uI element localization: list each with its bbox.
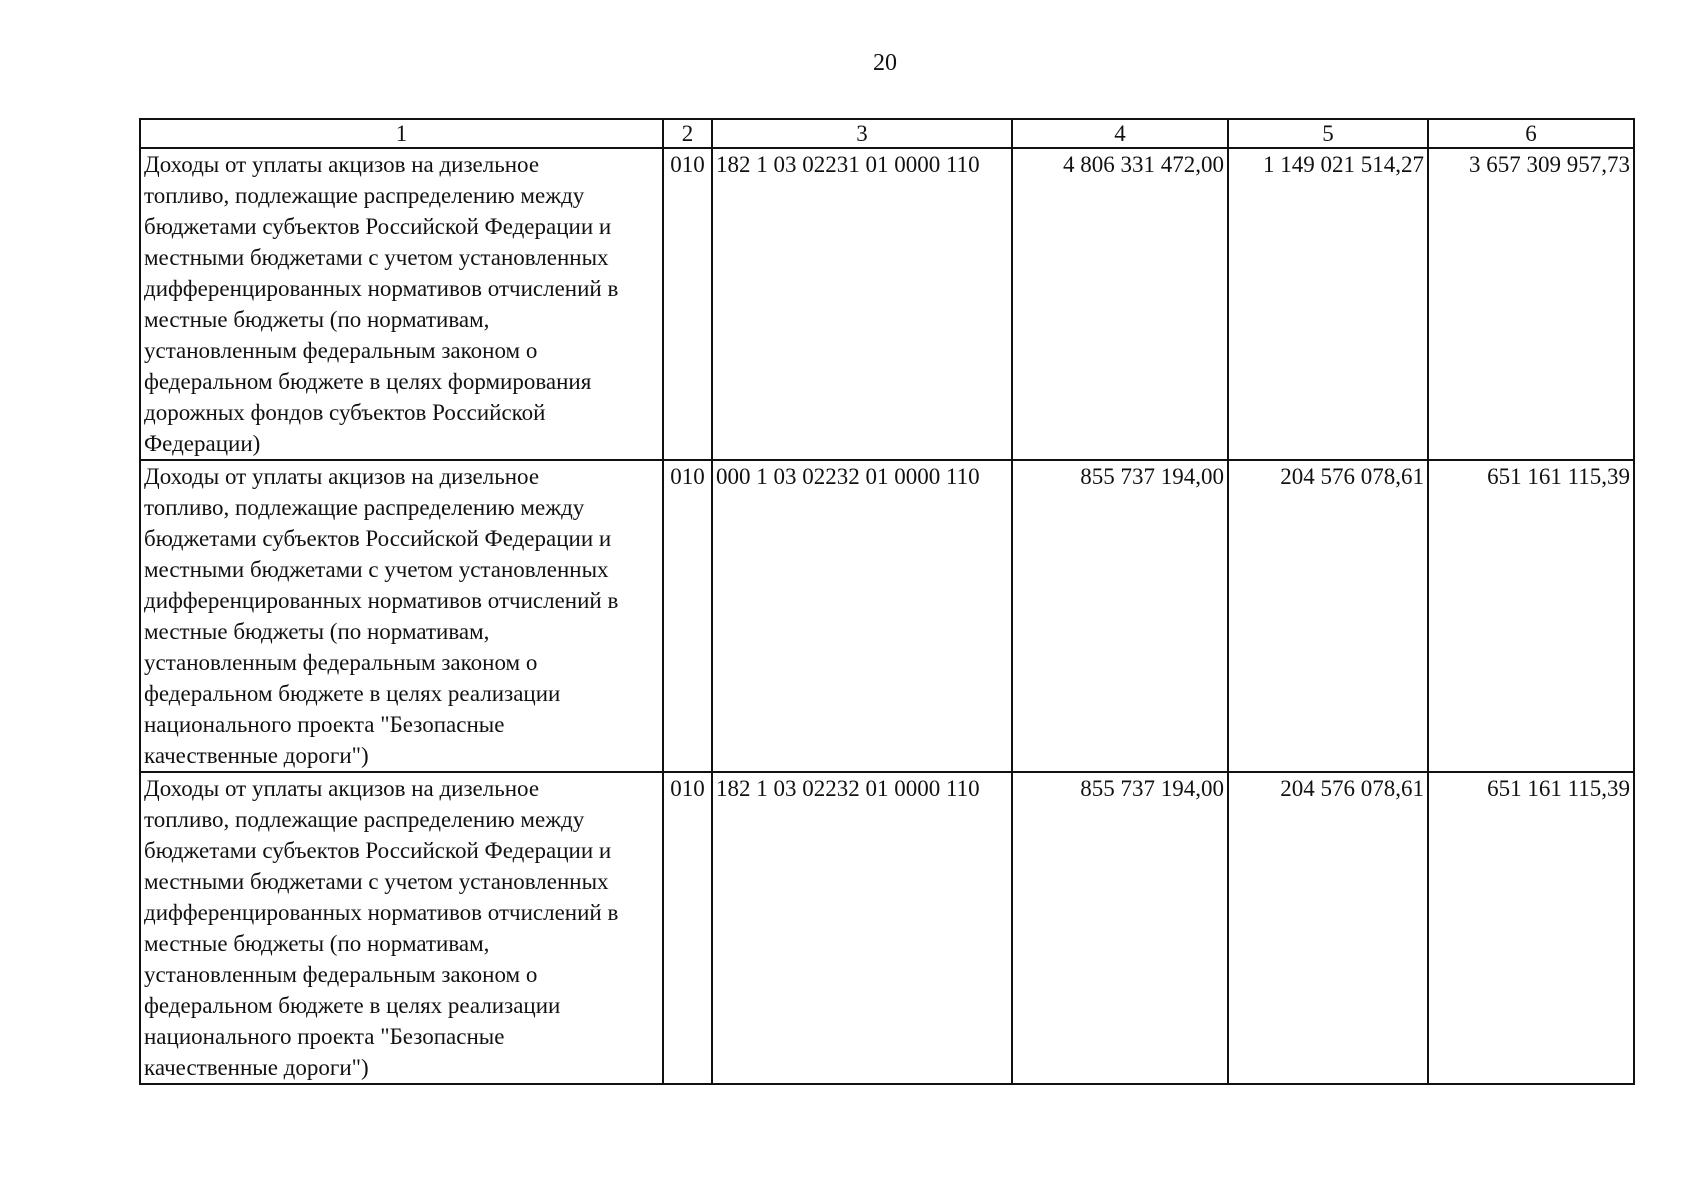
income-name-cell: Доходы от уплаты акцизов на дизельное топливо, подлежащие распределению между бюджетами субъектов Российской Федерации и местными бюджетами с учетом установленных дифференцированных нормативов отчислений в местные бюджеты (по нормативам, установленным федеральным законом о федеральном бюджете в целях формирования дорожных фондов субъектов Российской Федерации)	[140, 148, 663, 460]
amount-col4-cell: 855 737 194,00	[1012, 772, 1228, 1084]
income-name-cell: Доходы от уплаты акцизов на дизельное топливо, подлежащие распределению между бюджетами субъектов Российской Федерации и местными бюджетами с учетом установленных дифференцированных нормативов отчислений в местные бюджеты (по нормативам, установленным федеральным законом о федеральном бюджете в целях реализации национального проекта "Безопасные качественные дороги")	[140, 460, 663, 772]
budget-table	[139, 118, 1635, 1085]
income-code-cell: 000 1 03 02232 01 0000 110	[712, 460, 1012, 772]
amount-col4-cell: 855 737 194,00	[1012, 460, 1228, 772]
header-col-3: 3	[712, 119, 1012, 148]
amount-col5-cell: 1 149 021 514,27	[1228, 148, 1428, 460]
line-code-cell: 010	[663, 148, 712, 460]
header-col-1: 1	[140, 119, 663, 148]
amount-col6-cell: 651 161 115,39	[1428, 460, 1634, 772]
amount-col4-cell: 4 806 331 472,00	[1012, 148, 1228, 460]
line-code-cell: 010	[663, 460, 712, 772]
header-col-5: 5	[1228, 119, 1428, 148]
line-code-cell: 010	[663, 772, 712, 1084]
table-header-row	[140, 119, 1634, 148]
table-row	[140, 460, 1634, 772]
page-number: 20	[873, 50, 897, 76]
header-col-4: 4	[1012, 119, 1228, 148]
amount-col5-cell: 204 576 078,61	[1228, 772, 1428, 1084]
income-name-cell: Доходы от уплаты акцизов на дизельное топливо, подлежащие распределению между бюджетами субъектов Российской Федерации и местными бюджетами с учетом установленных дифференцированных нормативов отчислений в местные бюджеты (по нормативам, установленным федеральным законом о федеральном бюджете в целях реализации национального проекта "Безопасные качественные дороги")	[140, 772, 663, 1084]
amount-col5-cell: 204 576 078,61	[1228, 460, 1428, 772]
income-code-cell: 182 1 03 02231 01 0000 110	[712, 148, 1012, 460]
table-row	[140, 772, 1634, 1084]
amount-col6-cell: 651 161 115,39	[1428, 772, 1634, 1084]
income-code-cell: 182 1 03 02232 01 0000 110	[712, 772, 1012, 1084]
header-col-2: 2	[663, 119, 712, 148]
header-col-6: 6	[1428, 119, 1634, 148]
amount-col6-cell: 3 657 309 957,73	[1428, 148, 1634, 460]
table-row	[140, 148, 1634, 460]
